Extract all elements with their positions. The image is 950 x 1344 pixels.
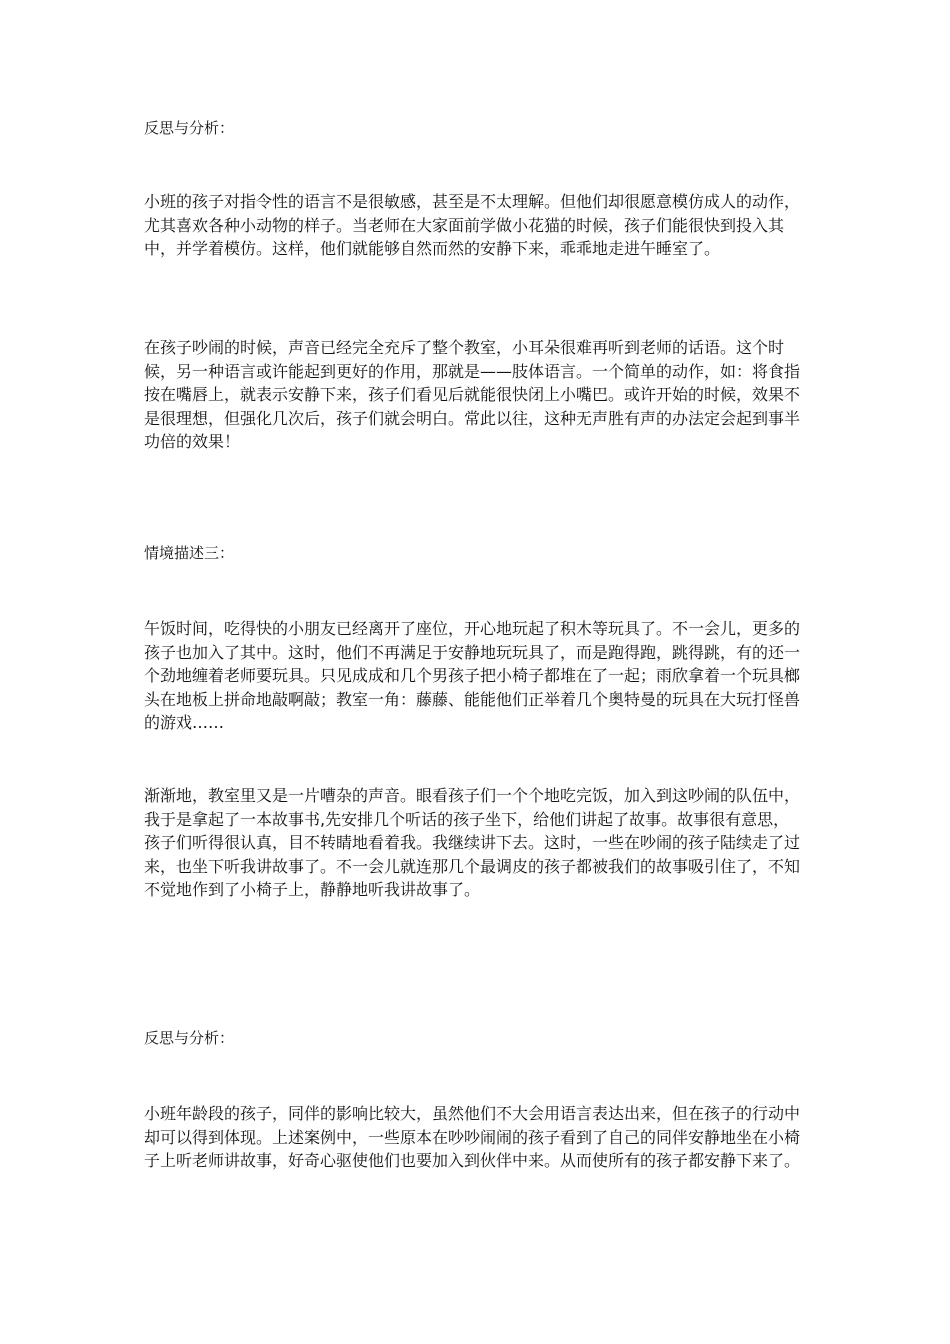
section-heading-scenario-3: 情境描述三：: [144, 544, 235, 562]
paragraph-scenario-3b: 渐渐地，教室里又是一片嘈杂的声音。眼看孩子们一个个地吃完饭，加入到这吵闹的队伍中，我于是拿起了一本故事书,先安排几个听话的孩子坐下，给他们讲起了故事。故事很有意思，孩子们听得很认真，目不转睛地看着我。我继续讲下去。这时，一些在吵闹的孩子陆续走了过来，也坐下听我讲故事了。不一会儿就连那几个最调皮的孩子都被我们的故事吸引住了，不知不觉地作到了小椅子上，静静地听我讲故事了。: [144, 786, 801, 899]
section-heading-reflection-1: 反思与分析：: [144, 119, 235, 137]
paragraph-reflection-1b: 在孩子吵闹的时候，声音已经完全充斥了整个教室，小耳朵很难再听到老师的话语。这个时候，另一种语言或许能起到更好的作用，那就是——肢体语言。一个简单的动作，如：将食指按在嘴唇上，就表示安静下来，孩子们看见后就能很快闭上小嘴巴。或许开始的时候，效果不是很理想，但强化几次后，孩子们就会明白。常此以往，这种无声胜有声的办法定会起到事半功倍的效果！: [144, 338, 801, 451]
section-heading-reflection-2: 反思与分析：: [144, 1029, 235, 1047]
paragraph-reflection-2: 小班年龄段的孩子，同伴的影响比较大，虽然他们不大会用语言表达出来，但在孩子的行动中却可以得到体现。上述案例中，一些原本在吵吵闹闹的孩子看到了自己的同伴安静地坐在小椅子上听老师讲故事，好奇心驱使他们也要加入到伙伴中来。从而使所有的孩子都安静下来了。: [144, 1104, 801, 1170]
paragraph-reflection-1a: 小班的孩子对指令性的语言不是很敏感，甚至是不太理解。但他们却很愿意模仿成人的动作，尤其喜欢各种小动物的样子。当老师在大家面前学做小花猫的时候，孩子们能很快到投入其中，并学着模仿。这样，他们就能够自然而然的安静下来，乖乖地走进午睡室了。: [144, 192, 801, 258]
paragraph-scenario-3a: 午饭时间，吃得快的小朋友已经离开了座位，开心地玩起了积木等玩具了。不一会儿，更多的孩子也加入了其中。这时，他们不再满足于安静地玩玩具了，而是跑得跑，跳得跳，有的还一个劲地缠着老师要玩具。只见成成和几个男孩子把小椅子都堆在了一起；雨欣拿着一个玩具榔头在地板上拼命地敲啊敲；教室一角：藤藤、能能他们正举着几个奥特曼的玩具在大玩打怪兽的游戏……: [144, 619, 801, 732]
